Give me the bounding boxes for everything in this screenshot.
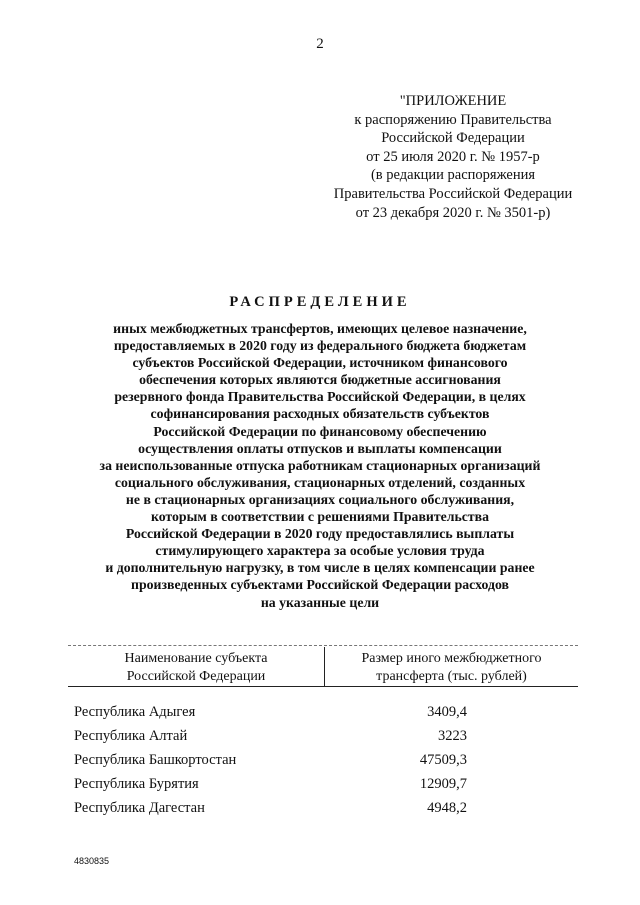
subtitle-line: за неиспользованные отпуска работникам стационарных организаций [99,457,541,473]
table-row [0,796,640,820]
transfer-amount: 47509,3 [419,752,467,768]
table-top-rule [68,645,578,646]
subtitle-line: не в стационарных организациях социального обслуживания, [125,491,515,507]
subtitle-line: софинансирования расходных обязательств субъектов [150,406,490,422]
header-line: Российской Федерации [126,668,266,684]
region-name: Республика Бурятия [74,776,199,792]
appendix-line: от 23 декабря 2020 г. № 3501-р) [355,204,551,221]
subtitle-line: Российской Федерации по финансовому обеспечению [153,423,487,439]
appendix-line: Правительства Российской Федерации [333,185,573,202]
subtitle-line: которым в соответствии с решениями Правительства [150,509,490,525]
table-body [0,700,640,820]
region-name: Республика Адыгея [74,704,196,720]
header-line: Наименование субъекта [124,651,268,666]
header-line: трансферта (тыс. рублей) [376,668,527,684]
transfer-amount: 3223 [438,728,467,744]
page-number: 2 [316,36,324,52]
region-name: Республика Дагестан [74,800,205,816]
subtitle-line: предоставляемых в 2020 году из федерального бюджета бюджетам [113,338,527,354]
transfer-amount: 4948,2 [427,800,467,816]
subtitle-line: произведенных субъектами Российской Федерации расходов [131,577,509,593]
subtitle-line: иных межбюджетных трансфертов, имеющих целевое назначение, [113,321,527,336]
subtitle-line: резервного фонда Правительства Российской Федерации, в целях [114,389,526,405]
document-title: РАСПРЕДЕЛЕНИЕ [229,294,411,310]
document-code: 4830835 [74,856,110,866]
appendix-line: к распоряжению Правительства [354,111,552,128]
subtitle-line: стимулирующего характера за особые условия труда [155,543,485,559]
subtitle-line: социального обслуживания, стационарных отделений, созданных [114,474,526,490]
document-subtitle [0,320,640,611]
table-row [0,748,640,772]
table-header-rule [68,686,578,687]
appendix-line: (в редакции распоряжения [370,167,536,184]
table-row [0,772,640,796]
subtitle-line: осуществления оплаты отпусков и выплаты компенсации [138,440,502,456]
subtitle-line: на указанные цели [260,594,380,610]
subtitle-line: Российской Федерации в 2020 году предоставлялись выплаты [125,526,515,542]
transfer-amount: 12909,7 [419,776,467,792]
header-line: Размер иного межбюджетного [361,651,542,666]
subtitle-line: обеспечения которых являются бюджетные ассигнования [139,372,501,388]
subtitle-line: субъектов Российской Федерации, источником финансового [132,355,508,371]
table-header-amount [325,650,578,685]
table-row [0,724,640,748]
appendix-line: Российской Федерации [381,130,525,147]
table-header-region [68,650,324,685]
appendix-block [318,92,588,222]
appendix-line: от 25 июля 2020 г. № 1957-р [366,148,540,165]
appendix-line: "ПРИЛОЖЕНИЕ [399,93,507,109]
region-name: Республика Башкортостан [74,752,237,768]
subtitle-line: и дополнительную нагрузку, в том числе в целях компенсации ранее [105,560,535,576]
transfer-amount: 3409,4 [427,704,467,720]
table-row [0,700,640,724]
region-name: Республика Алтай [74,728,188,744]
